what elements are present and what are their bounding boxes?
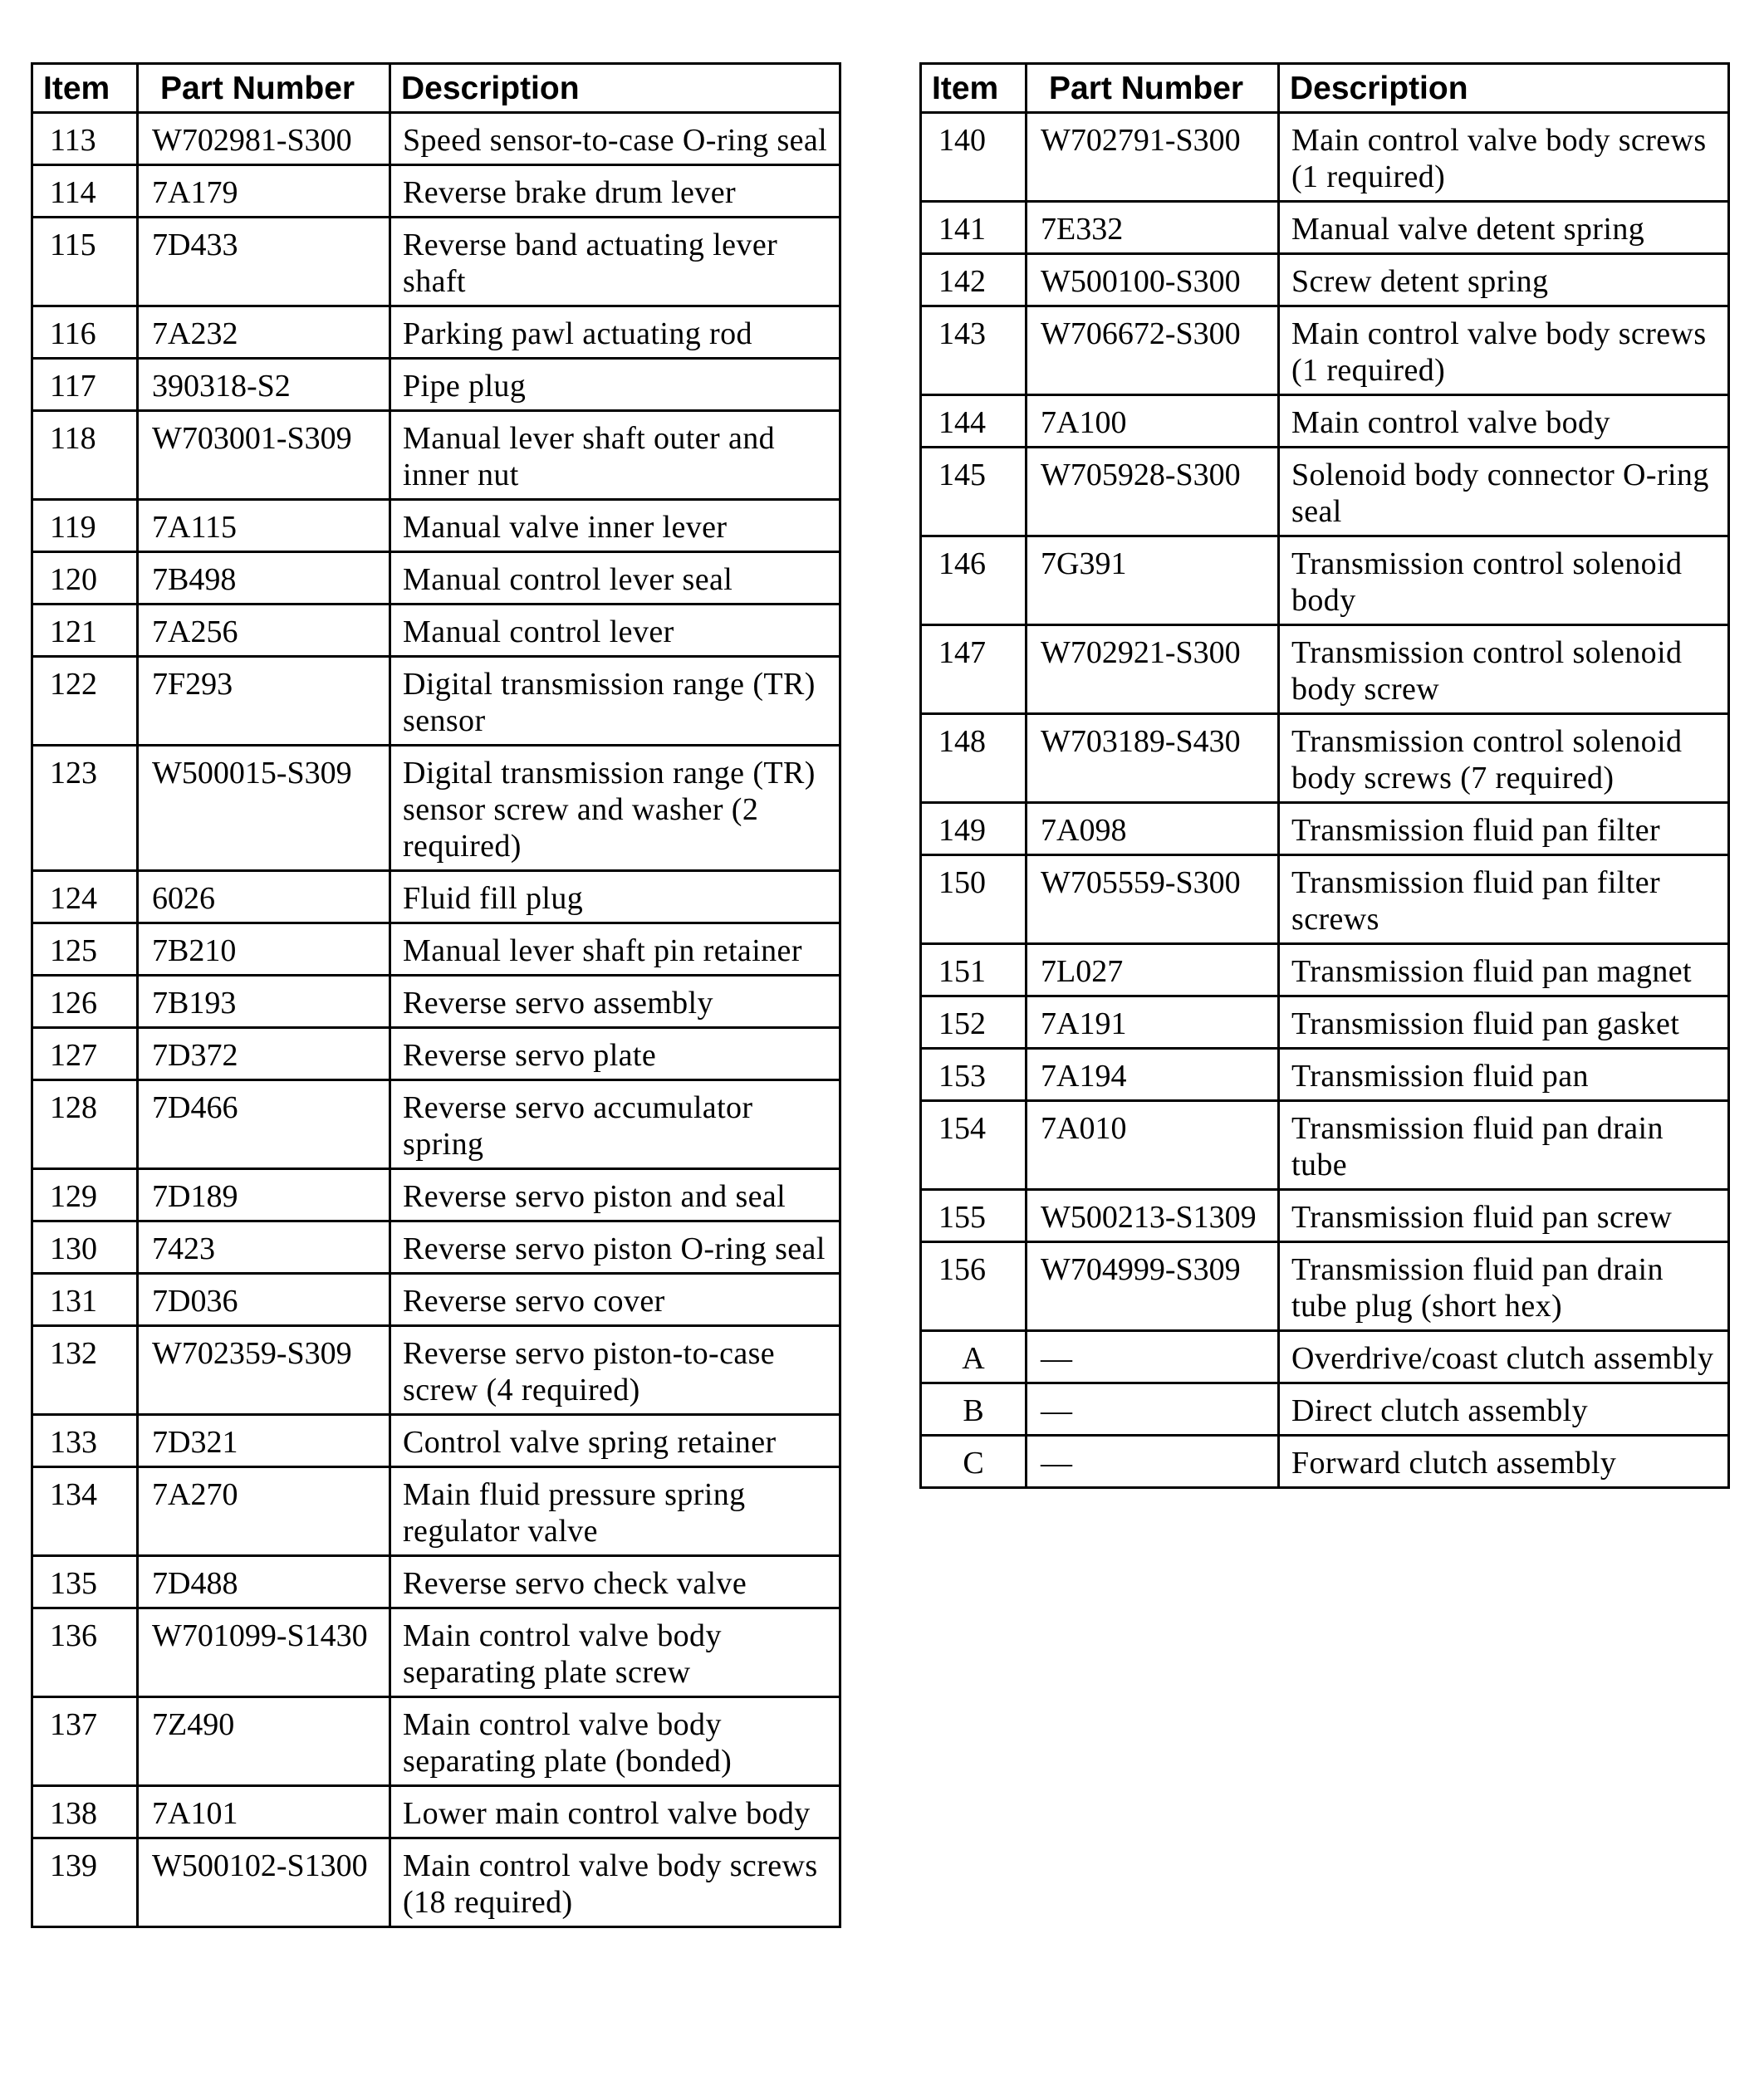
item-cell: 133	[32, 1415, 138, 1467]
part-number-cell: 7B193	[138, 976, 390, 1028]
description-cell: Main control valve body separating plate (bonded)	[390, 1697, 840, 1786]
part-number-cell: 7D189	[138, 1169, 390, 1221]
item-cell: 126	[32, 976, 138, 1028]
description-cell: Transmission control solenoid body	[1279, 536, 1729, 625]
description-cell: Speed sensor-to-case O-ring seal	[390, 113, 840, 165]
description-cell: Main control valve body screws (18 required)	[390, 1838, 840, 1927]
part-number-cell: W500100-S300	[1027, 254, 1279, 306]
description-cell: Transmission control solenoid body screws (7 required)	[1279, 714, 1729, 803]
description-cell: Pipe plug	[390, 359, 840, 411]
part-number-cell: 7E332	[1027, 202, 1279, 254]
item-cell: 142	[921, 254, 1027, 306]
item-cell: 120	[32, 552, 138, 605]
header-description: Description	[1279, 64, 1729, 113]
description-cell: Fluid fill plug	[390, 871, 840, 923]
description-cell: Digital transmission range (TR) sensor screw and washer (2 required)	[390, 746, 840, 871]
description-cell: Screw detent spring	[1279, 254, 1729, 306]
item-cell: 150	[921, 855, 1027, 944]
item-cell: 127	[32, 1028, 138, 1080]
part-number-cell: 6026	[138, 871, 390, 923]
item-cell: B	[921, 1383, 1027, 1436]
part-number-cell: W702981-S300	[138, 113, 390, 165]
item-cell: 122	[32, 657, 138, 746]
table-row	[921, 1190, 1729, 1242]
table-header-row	[32, 64, 840, 113]
description-cell: Manual control lever seal	[390, 552, 840, 605]
table-row	[32, 871, 840, 923]
description-cell: Reverse servo piston and seal	[390, 1169, 840, 1221]
table-row	[921, 395, 1729, 448]
description-cell: Reverse servo check valve	[390, 1556, 840, 1608]
item-cell: 137	[32, 1697, 138, 1786]
item-cell: 145	[921, 448, 1027, 536]
parts-table-left	[31, 62, 841, 1928]
header-part-number: Part Number	[1027, 64, 1279, 113]
part-number-cell: W705559-S300	[1027, 855, 1279, 944]
header-description: Description	[390, 64, 840, 113]
table-row	[32, 165, 840, 218]
header-item: Item	[32, 64, 138, 113]
description-cell: Reverse servo cover	[390, 1274, 840, 1326]
item-cell: 134	[32, 1467, 138, 1556]
item-cell: 114	[32, 165, 138, 218]
item-cell: 121	[32, 605, 138, 657]
table-row	[32, 746, 840, 871]
item-cell: 146	[921, 536, 1027, 625]
part-number-cell: 7G391	[1027, 536, 1279, 625]
table-row	[921, 714, 1729, 803]
table-row	[32, 657, 840, 746]
description-cell: Reverse servo piston-to-case screw (4 required)	[390, 1326, 840, 1415]
item-cell: 130	[32, 1221, 138, 1274]
item-cell: 135	[32, 1556, 138, 1608]
description-cell: Manual valve detent spring	[1279, 202, 1729, 254]
description-cell: Reverse band actuating lever shaft	[390, 218, 840, 306]
item-cell: A	[921, 1331, 1027, 1383]
table-row	[32, 976, 840, 1028]
item-cell: 155	[921, 1190, 1027, 1242]
table-row	[921, 803, 1729, 855]
item-cell: 123	[32, 746, 138, 871]
table-row	[32, 1556, 840, 1608]
table-row	[32, 411, 840, 500]
item-cell: 119	[32, 500, 138, 552]
part-number-cell: 7D036	[138, 1274, 390, 1326]
table-row	[32, 1169, 840, 1221]
item-cell: 153	[921, 1049, 1027, 1101]
item-cell: 151	[921, 944, 1027, 996]
part-number-cell: —	[1027, 1331, 1279, 1383]
part-number-cell: 7A256	[138, 605, 390, 657]
part-number-cell: 7D372	[138, 1028, 390, 1080]
part-number-cell: W704999-S309	[1027, 1242, 1279, 1331]
table-row	[32, 1608, 840, 1697]
item-cell: 116	[32, 306, 138, 359]
part-number-cell: 390318-S2	[138, 359, 390, 411]
part-number-cell: 7A010	[1027, 1101, 1279, 1190]
table-row	[921, 202, 1729, 254]
part-number-cell: 7A194	[1027, 1049, 1279, 1101]
part-number-cell: W703189-S430	[1027, 714, 1279, 803]
header-part-number: Part Number	[138, 64, 390, 113]
item-cell: 141	[921, 202, 1027, 254]
item-cell: 148	[921, 714, 1027, 803]
part-number-cell: 7D321	[138, 1415, 390, 1467]
table-row	[32, 1274, 840, 1326]
table-row	[921, 1436, 1729, 1488]
description-cell: Transmission fluid pan magnet	[1279, 944, 1729, 996]
table-row	[32, 218, 840, 306]
description-cell: Solenoid body connector O-ring seal	[1279, 448, 1729, 536]
description-cell: Transmission control solenoid body screw	[1279, 625, 1729, 714]
table-row	[32, 359, 840, 411]
item-cell: 152	[921, 996, 1027, 1049]
part-number-cell: W705928-S300	[1027, 448, 1279, 536]
table-row	[921, 855, 1729, 944]
part-number-cell: W702359-S309	[138, 1326, 390, 1415]
table-row	[32, 605, 840, 657]
description-cell: Reverse servo accumulator spring	[390, 1080, 840, 1169]
description-cell: Reverse brake drum lever	[390, 165, 840, 218]
description-cell: Overdrive/coast clutch assembly	[1279, 1331, 1729, 1383]
table-header-row	[921, 64, 1729, 113]
part-number-cell: W701099-S1430	[138, 1608, 390, 1697]
table-row	[32, 1786, 840, 1838]
item-cell: 140	[921, 113, 1027, 202]
description-cell: Lower main control valve body	[390, 1786, 840, 1838]
part-number-cell: 7A179	[138, 165, 390, 218]
part-number-cell: 7Z490	[138, 1697, 390, 1786]
item-cell: 117	[32, 359, 138, 411]
description-cell: Main control valve body screws (1 required)	[1279, 113, 1729, 202]
description-cell: Transmission fluid pan drain tube	[1279, 1101, 1729, 1190]
table-row	[921, 306, 1729, 395]
item-cell: C	[921, 1436, 1027, 1488]
part-number-cell: —	[1027, 1383, 1279, 1436]
part-number-cell: W702791-S300	[1027, 113, 1279, 202]
part-number-cell: 7D466	[138, 1080, 390, 1169]
description-cell: Direct clutch assembly	[1279, 1383, 1729, 1436]
table-row	[32, 500, 840, 552]
part-number-cell: 7A232	[138, 306, 390, 359]
part-number-cell: 7D433	[138, 218, 390, 306]
description-cell: Reverse servo piston O-ring seal	[390, 1221, 840, 1274]
table-row	[32, 1028, 840, 1080]
table-row	[921, 1101, 1729, 1190]
parts-table-right	[919, 62, 1730, 1489]
item-cell: 136	[32, 1608, 138, 1697]
item-cell: 147	[921, 625, 1027, 714]
part-number-cell: 7B498	[138, 552, 390, 605]
table-row	[921, 944, 1729, 996]
description-cell: Transmission fluid pan filter screws	[1279, 855, 1729, 944]
part-number-cell: W702921-S300	[1027, 625, 1279, 714]
description-cell: Forward clutch assembly	[1279, 1436, 1729, 1488]
table-row	[921, 1331, 1729, 1383]
description-cell: Transmission fluid pan gasket	[1279, 996, 1729, 1049]
description-cell: Reverse servo assembly	[390, 976, 840, 1028]
item-cell: 143	[921, 306, 1027, 395]
description-cell: Transmission fluid pan	[1279, 1049, 1729, 1101]
item-cell: 154	[921, 1101, 1027, 1190]
item-cell: 132	[32, 1326, 138, 1415]
table-row	[921, 254, 1729, 306]
description-cell: Transmission fluid pan drain tube plug (short hex)	[1279, 1242, 1729, 1331]
part-number-cell: 7A101	[138, 1786, 390, 1838]
table-row	[921, 996, 1729, 1049]
table-row	[921, 113, 1729, 202]
table-row	[32, 552, 840, 605]
part-number-cell: 7A191	[1027, 996, 1279, 1049]
description-cell: Transmission fluid pan filter	[1279, 803, 1729, 855]
item-cell: 128	[32, 1080, 138, 1169]
table-row	[921, 1383, 1729, 1436]
item-cell: 131	[32, 1274, 138, 1326]
item-cell: 115	[32, 218, 138, 306]
description-cell: Main control valve body screws (1 required)	[1279, 306, 1729, 395]
part-number-cell: 7A098	[1027, 803, 1279, 855]
item-cell: 125	[32, 923, 138, 976]
table-row	[32, 1697, 840, 1786]
table-row	[32, 1415, 840, 1467]
description-cell: Digital transmission range (TR) sensor	[390, 657, 840, 746]
table-row	[32, 923, 840, 976]
table-row	[32, 1326, 840, 1415]
description-cell: Control valve spring retainer	[390, 1415, 840, 1467]
table-row	[921, 1242, 1729, 1331]
table-row	[921, 1049, 1729, 1101]
description-cell: Reverse servo plate	[390, 1028, 840, 1080]
item-cell: 113	[32, 113, 138, 165]
description-cell: Manual valve inner lever	[390, 500, 840, 552]
table-row	[32, 1467, 840, 1556]
part-number-cell: 7A270	[138, 1467, 390, 1556]
table-row	[32, 113, 840, 165]
part-number-cell: W500213-S1309	[1027, 1190, 1279, 1242]
table-row	[921, 448, 1729, 536]
part-number-cell: W703001-S309	[138, 411, 390, 500]
item-cell: 156	[921, 1242, 1027, 1331]
description-cell: Manual lever shaft outer and inner nut	[390, 411, 840, 500]
description-cell: Main fluid pressure spring regulator valve	[390, 1467, 840, 1556]
part-number-cell: 7423	[138, 1221, 390, 1274]
item-cell: 118	[32, 411, 138, 500]
table-row	[32, 1221, 840, 1274]
table-row	[32, 1838, 840, 1927]
item-cell: 144	[921, 395, 1027, 448]
table-row	[921, 536, 1729, 625]
header-item: Item	[921, 64, 1027, 113]
description-cell: Main control valve body	[1279, 395, 1729, 448]
item-cell: 149	[921, 803, 1027, 855]
table-row	[32, 306, 840, 359]
part-number-cell: W500102-S1300	[138, 1838, 390, 1927]
part-number-cell: 7D488	[138, 1556, 390, 1608]
part-number-cell: W706672-S300	[1027, 306, 1279, 395]
table-row	[32, 1080, 840, 1169]
description-cell: Parking pawl actuating rod	[390, 306, 840, 359]
table-row	[921, 625, 1729, 714]
item-cell: 129	[32, 1169, 138, 1221]
part-number-cell: W500015-S309	[138, 746, 390, 871]
description-cell: Manual control lever	[390, 605, 840, 657]
item-cell: 124	[32, 871, 138, 923]
part-number-cell: 7B210	[138, 923, 390, 976]
item-cell: 138	[32, 1786, 138, 1838]
description-cell: Main control valve body separating plate screw	[390, 1608, 840, 1697]
description-cell: Transmission fluid pan screw	[1279, 1190, 1729, 1242]
item-cell: 139	[32, 1838, 138, 1927]
part-number-cell: 7L027	[1027, 944, 1279, 996]
description-cell: Manual lever shaft pin retainer	[390, 923, 840, 976]
part-number-cell: 7A100	[1027, 395, 1279, 448]
part-number-cell: —	[1027, 1436, 1279, 1488]
part-number-cell: 7A115	[138, 500, 390, 552]
part-number-cell: 7F293	[138, 657, 390, 746]
